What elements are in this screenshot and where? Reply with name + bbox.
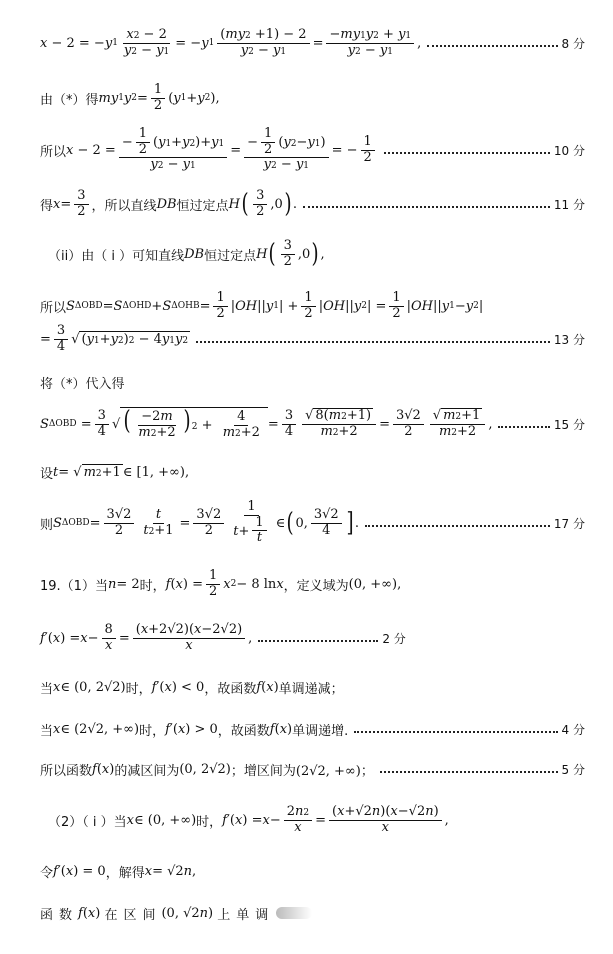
score-label: 4 分: [561, 722, 585, 737]
eq-line-6: 所以 S ΔOBD = S ΔOHD + S ΔOHB = $\frac{1}{2}$ | OH || y 1 | + $\frac{1}{2}$ | OH || y 2 | = $\frac{1}{2}$ | OH || y 1 − y 2 |: [40, 289, 484, 321]
eq-line-19: 函数 f ( x ) 在区间 (0, √2 n ) 上单调: [40, 900, 585, 926]
eq-line-2: 由（*）得 my 1 y 2 = $\frac{1}{2}$ ( y 1 + y 2 ),: [40, 81, 220, 113]
eq-line-9: S ΔOBD = $\frac{3}{4}$ √ ( $\frac{-2m}{m2+2}$ ) 2 + $\frac{4}{m2+2}$ = $\frac{3}{4}$ $\frac{√ 8(m2+1)}{m2+2}$ = $\frac{3√2}{2}$ $\frac{√ m2+1}{m2+2}$ , 15 分: [40, 406, 585, 441]
eq-line-13: f ′( x ) = x − $\frac{8}{x}$ = $\frac{(x+2√2)(x-2√2)}{x}$ , 2 分: [40, 621, 406, 653]
eq-line-7: = $\frac{3}{4}$ √ (y1+y2)2 − 4y1y2 13 分: [40, 322, 585, 354]
dot-leader: [365, 519, 550, 527]
dot-leader: [303, 200, 550, 208]
dot-leader: [196, 335, 550, 343]
eq-line-10: 设 t = √ m2+1 ∈ [1, +∞),: [40, 464, 190, 482]
dot-leader: [258, 634, 378, 642]
eq-line-14: 当 x ∈ (0, 2√2) 时， f ′( x ) < 0 ，故函数 f ( x ) 单调递减；: [40, 679, 344, 697]
dot-leader: [384, 146, 550, 154]
eq-line-17: （2）（ i ）当 x ∈ (0, +∞) 时， f ′( x ) = x − $\frac{2n2}{x}$ = $\frac{(x+√2n)(x-√2n)}{x}$ ,: [48, 803, 449, 835]
eq-line-3: 所以 x − 2 = − $\frac{1}{2}$ (y1+y2)+y1 y2 − y1 = − $\frac{1}{2}$ (y2−y1) y2 − y1 = − $\frac{1}{2}$ 10 分: [40, 125, 585, 173]
score-label: 17 分: [553, 516, 585, 531]
score-label: 5 分: [561, 762, 585, 777]
score-label: 8 分: [561, 36, 585, 51]
eq-line-11: 则 S ΔOBD = $\frac{3√2}{2}$ $\frac{t}{t2+1}$ = $\frac{3√2}{2}$ 1 t+ $\frac{1}{t}$ ∈ ( 0, $\frac{3√2}{4}$ ] . 17 分: [40, 498, 585, 546]
score-label: 13 分: [553, 332, 585, 347]
eq-line-8: 将（*）代入得: [40, 376, 125, 392]
dot-leader: [354, 725, 557, 733]
dot-leader: [427, 39, 557, 47]
eq-line-4: 得 x = $\frac{3}{2}$ ，所以直线 DB 恒过定点 H ( $\frac{3}{2}$ ,0 ) . 11 分: [40, 187, 585, 219]
eq-line-12: 19.（1）当 n = 2 时， f ( x ) = $\frac{1}{2}$ x 2 − 8 ln x ，定义域为 (0, +∞),: [40, 567, 402, 599]
eq-line-1: x − 2 = − y 1 $\frac{x2 - 2}{y2 - y1}$ = − y 1 $\frac{(my2 +1) - 2}{y2 - y1}$ = $\frac{-my1y2 + y1}{y2 - y1}$ , 8 分: [40, 26, 585, 58]
dot-leader: [498, 420, 549, 428]
blur-mark: [276, 907, 312, 919]
score-label: 15 分: [553, 417, 585, 432]
eq-line-15: 当 x ∈ (2√2, +∞) 时， f ′( x ) > 0 ，故函数 f ( x ) 单调递增. 4 分: [40, 721, 585, 739]
eq-line-18: 令 f ′( x ) = 0 ，解得 x = √2 n ,: [40, 863, 197, 881]
eq-line-5: （ii）由（ i ）可知直线 DB 恒过定点 H ( $\frac{3}{2}$ ,0 ) ,: [48, 237, 325, 269]
score-label: 2 分: [382, 631, 406, 646]
eq-line-16: 所以函数 f ( x ) 的减区间为 (0, 2√2) ；增区间为 (2√2, +∞)； 5 分: [40, 761, 585, 779]
score-label: 10 分: [553, 143, 585, 158]
dot-leader: [380, 765, 558, 773]
score-label: 11 分: [553, 197, 585, 212]
